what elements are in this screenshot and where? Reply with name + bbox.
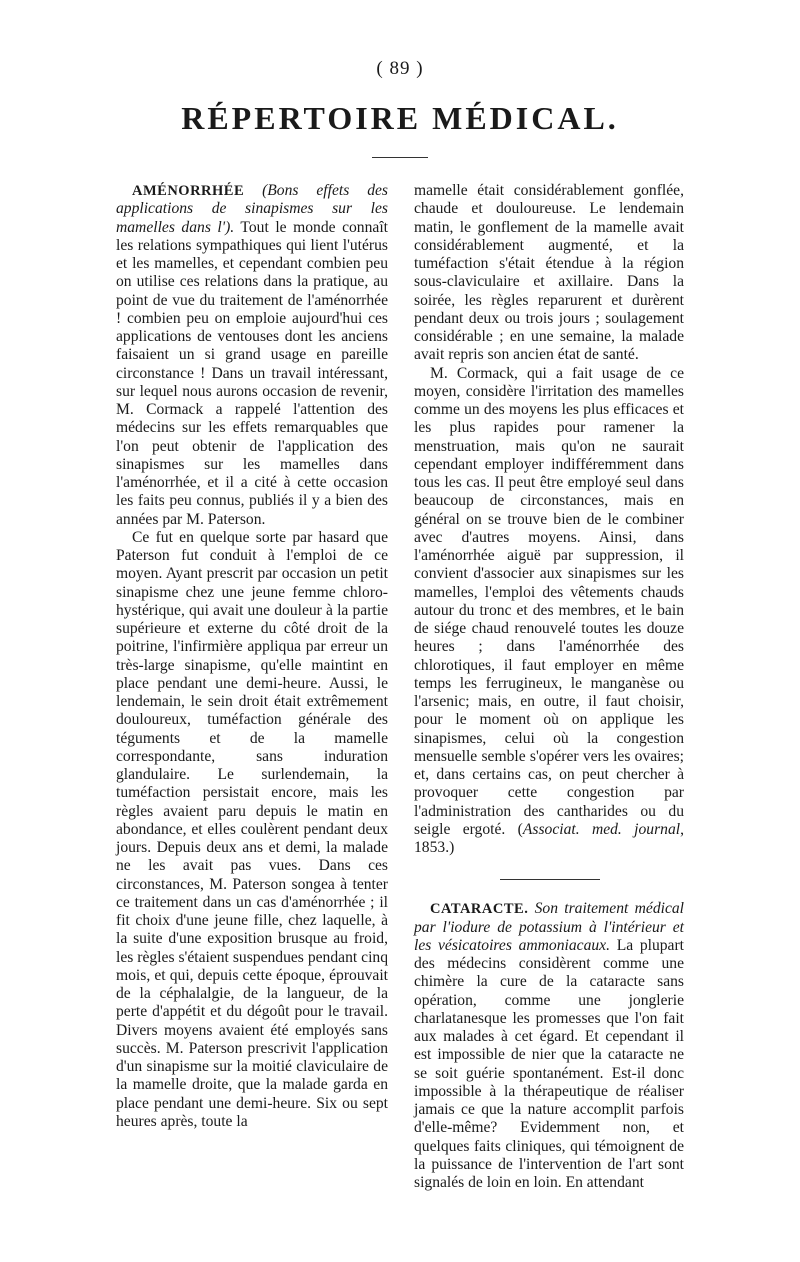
right-column — [414, 182, 684, 1192]
page-number: ( 89 ) — [376, 58, 424, 79]
article-separator — [500, 879, 600, 880]
article-cataracte-intro — [414, 900, 684, 1192]
article-paragraph: La plupart des médecins considèrent comme une chimère la cure de la cataracte sans opération, comme une jonglerie charlatanesque les promesses que l'on fait aux malades à cet égard. Et cependant il est impossible de nier que la cataracte ne se soit guérie spontanément. Est-il donc impossible à la thérapeutique de réaliser jamais ce que la nature accomplit parfois d'elle-même? Evidemment non, et quelques faits cliniques, qui témoignent de la puissance de l'intervention de l'art sont signalés de loin en loin. En attendant — [414, 936, 684, 1191]
article-paragraph-continued: mamelle était considérablement gonflée, chaude et douloureuse. Le lendemain matin, le gonflement de la mamelle avait considérablement augmenté, et la tuméfaction s'était étendue à la région sous-claviculaire et axillaire. Dans la soirée, les règles reparurent et durèrent pendant deux ou trois jours ; soulagement considérable ; en une semaine, la malade avait repris son ancien état de santé. — [414, 182, 684, 364]
article-subtitle-amenorrhee: (Bons effets des applications de sinapismes sur les mamelles dans l'). — [116, 182, 388, 236]
article-amenorrhee-intro — [116, 182, 388, 529]
article-subtitle-cataracte: Son traitement médical par l'iodure de potassium à l'intérieur et les vésicatoires ammoniacaux. — [414, 900, 684, 954]
citation-open: ( — [505, 820, 523, 838]
citation-close: , 1853.) — [414, 820, 685, 856]
article-paragraph: Ce fut en quelque sorte par hasard que Paterson fut conduit à l'emploi de ce moyen. Ayant prescrit par occasion un petit sinapisme chez une jeune femme chloro-hystérique, qui avait une douleur à la partie supérieure et externe du côté droit de la poitrine, l'infirmière appliqua par erreur un très-large sinapisme, qu'elle maintint en place pendant une demi-heure. Aussi, le lendemain, le sein droit était extrêmement douloureux, tuméfaction générale des téguments et de la mamelle correspondante, sans induration glandulaire. Le surlendemain, la tuméfaction persistait encore, mais les règles avaient paru depuis le matin en abondance, et elles coulèrent pendant deux jours. Depuis deux ans et demi, la malade ne les avait pas vues. Dans ces circonstances, M. Paterson songea à tenter ce traitement dans un cas d'aménorrhée ; il fit choix d'une jeune fille, chez laquelle, à la suite d'une exposition brusque au froid, les règles s'étaient suspendues pendant cinq mois, et qui, depuis cette époque, éprouvait de la céphalalgie, de la langueur, de la perte d'appétit et du dégoût pour le travail. Divers moyens avaient été employés sans succès. M. Paterson prescrivit l'application d'un sinapisme sur la moitié claviculaire de la mamelle droite, que la malade garda en place pendant une demi-heure. Six ou sept heures après, toute la — [116, 528, 388, 1130]
article-heading-amenorrhee: AMÉNORRHÉE — [132, 183, 245, 199]
article-paragraph — [414, 365, 684, 858]
title-rule — [372, 157, 428, 158]
article-paragraph: Tout le monde connaît les relations sympathiques qui lient l'utérus et les mamelles, et cependant combien peu on utilise ces relations dans la pratique, au point de vue du traitement de l'aménorrhée ! combien peu on emploie aujourd'hui ces applications de ventouses dont les anciens faisaient un si grand usage en pareille circonstance ! Dans un travail intéressant, sur lequel nous aurons occasion de revenir, M. Cormack a rappelé l'attention des médecins sur les effets remarquables que l'on peut obtenir de l'application des sinapismes sur les mamelles dans l'aménorrhée, et il a cité à cette occasion les faits peu connus, publiés il y a bien des années par M. Paterson. — [116, 218, 388, 528]
citation-journal: Associat. med. journal — [522, 820, 681, 838]
article-heading-cataracte: CATARACTE. — [430, 901, 529, 918]
article-paragraph-text: M. Cormack, qui a fait usage de ce moyen, considère l'irritation des mamelles comme un des moyens les plus efficaces et les plus rapides pour ramener la menstruation, mais qu'on ne saurait cependant employer indifféremment dans tous les cas. Il peut être employé seul dans beaucoup de circonstances, mais en général on se trouve bien de le combiner avec d'autres moyens. Ainsi, dans l'aménorrhée aiguë par suppression, il convient d'associer aux sinapismes sur les mamelles, l'emploi des vêtements chauds autour du tronc et des membres, et le bain de siége chaud renouvelé toutes les douze heures ; dans l'aménorrhée des chlorotiques, il faut employer en même temps les ferrugineux, le manganèse ou l'arsenic; mais, en outre, il faut choisir, pour le moment où on applique les sinapismes, celui où la congestion mensuelle semble s'opérer vers les ovaires; et, dans certains cas, on peut chercher à provoquer cette congestion par l'administration des cantharides ou du seigle ergoté. — [414, 364, 684, 838]
page-title: RÉPERTOIRE MÉDICAL. — [181, 100, 619, 136]
left-column — [116, 182, 388, 1131]
